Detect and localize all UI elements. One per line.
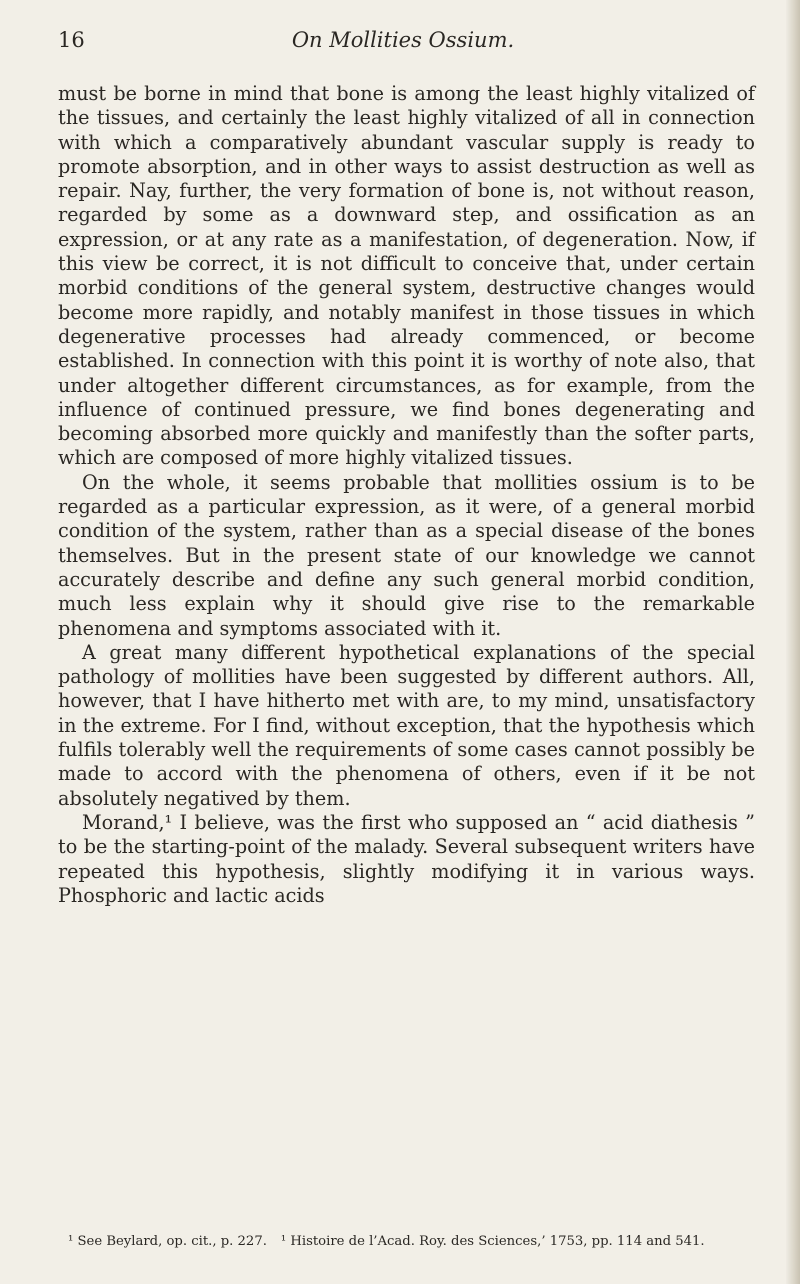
running-title: On Mollities Ossium.	[291, 28, 515, 52]
paragraph: On the whole, it seems probable that mollities ossium is to be regarded as a particular expression, as it were, of a general morbid condition of the system, rather than as a special disease of the bones themselves. But in the present state of our knowledge we cannot accurately describe and define any such general morbid condition, much less explain why it should give rise to the remarkable phenomena and symptoms associated with it.	[58, 470, 755, 640]
page-header	[58, 28, 748, 68]
page-number: 16	[58, 28, 85, 52]
footnote: ¹ Histoire de l’Acad. Roy. des Sciences,’ 1753, pp. 114 and 541.	[280, 1234, 705, 1249]
page-edge-shadow	[786, 0, 800, 1284]
paragraph: must be borne in mind that bone is among the least highly vitalized of the tissues, and certainly the least highly vitalized of all in connection with which a comparatively abundant vascular supply is ready to promote absorption, and in other ways to assist destruction as well as repair. Nay, further, the very formation of bone is, not without reason, regarded by some as a downward step, and ossification as an expression, or at any rate as a manifestation, of degeneration. Now, if this view be correct, it is not difficult to conceive that, under certain morbid conditions of the general system, destructive changes would become more rapidly, and notably manifest in those tissues in which degenerative processes had already commenced, or become established. In connection with this point it is worthy of note also, that under altogether different circumstances, as for example, from the influence of continued pressure, we find bones degenerating and becoming absorbed more quickly and manifestly than the softer parts, which are composed of more highly vitalized tissues.	[58, 82, 755, 470]
paragraph: Morand,¹ I believe, was the first who supposed an “ acid diathesis ” to be the starting-point of the malady. Several subsequent writers have repeated this hypothesis, slightly modifying it in various ways. Phosphoric and lactic acids	[58, 810, 755, 907]
body-text	[58, 82, 755, 908]
footnotes	[58, 1233, 755, 1252]
paragraph: A great many different hypothetical explanations of the special pathology of mollities have been suggested by different authors. All, however, that I have hitherto met with are, to my mind, unsatisfactory in the extreme. For I find, without exception, that the hypothesis which fulfils tolerably well the requirements of some cases cannot possibly be made to accord with the phenomena of others, even if it be not absolutely negatived by them.	[58, 640, 755, 810]
footnote: ¹ See Beylard, op. cit., p. 227.	[68, 1234, 267, 1249]
